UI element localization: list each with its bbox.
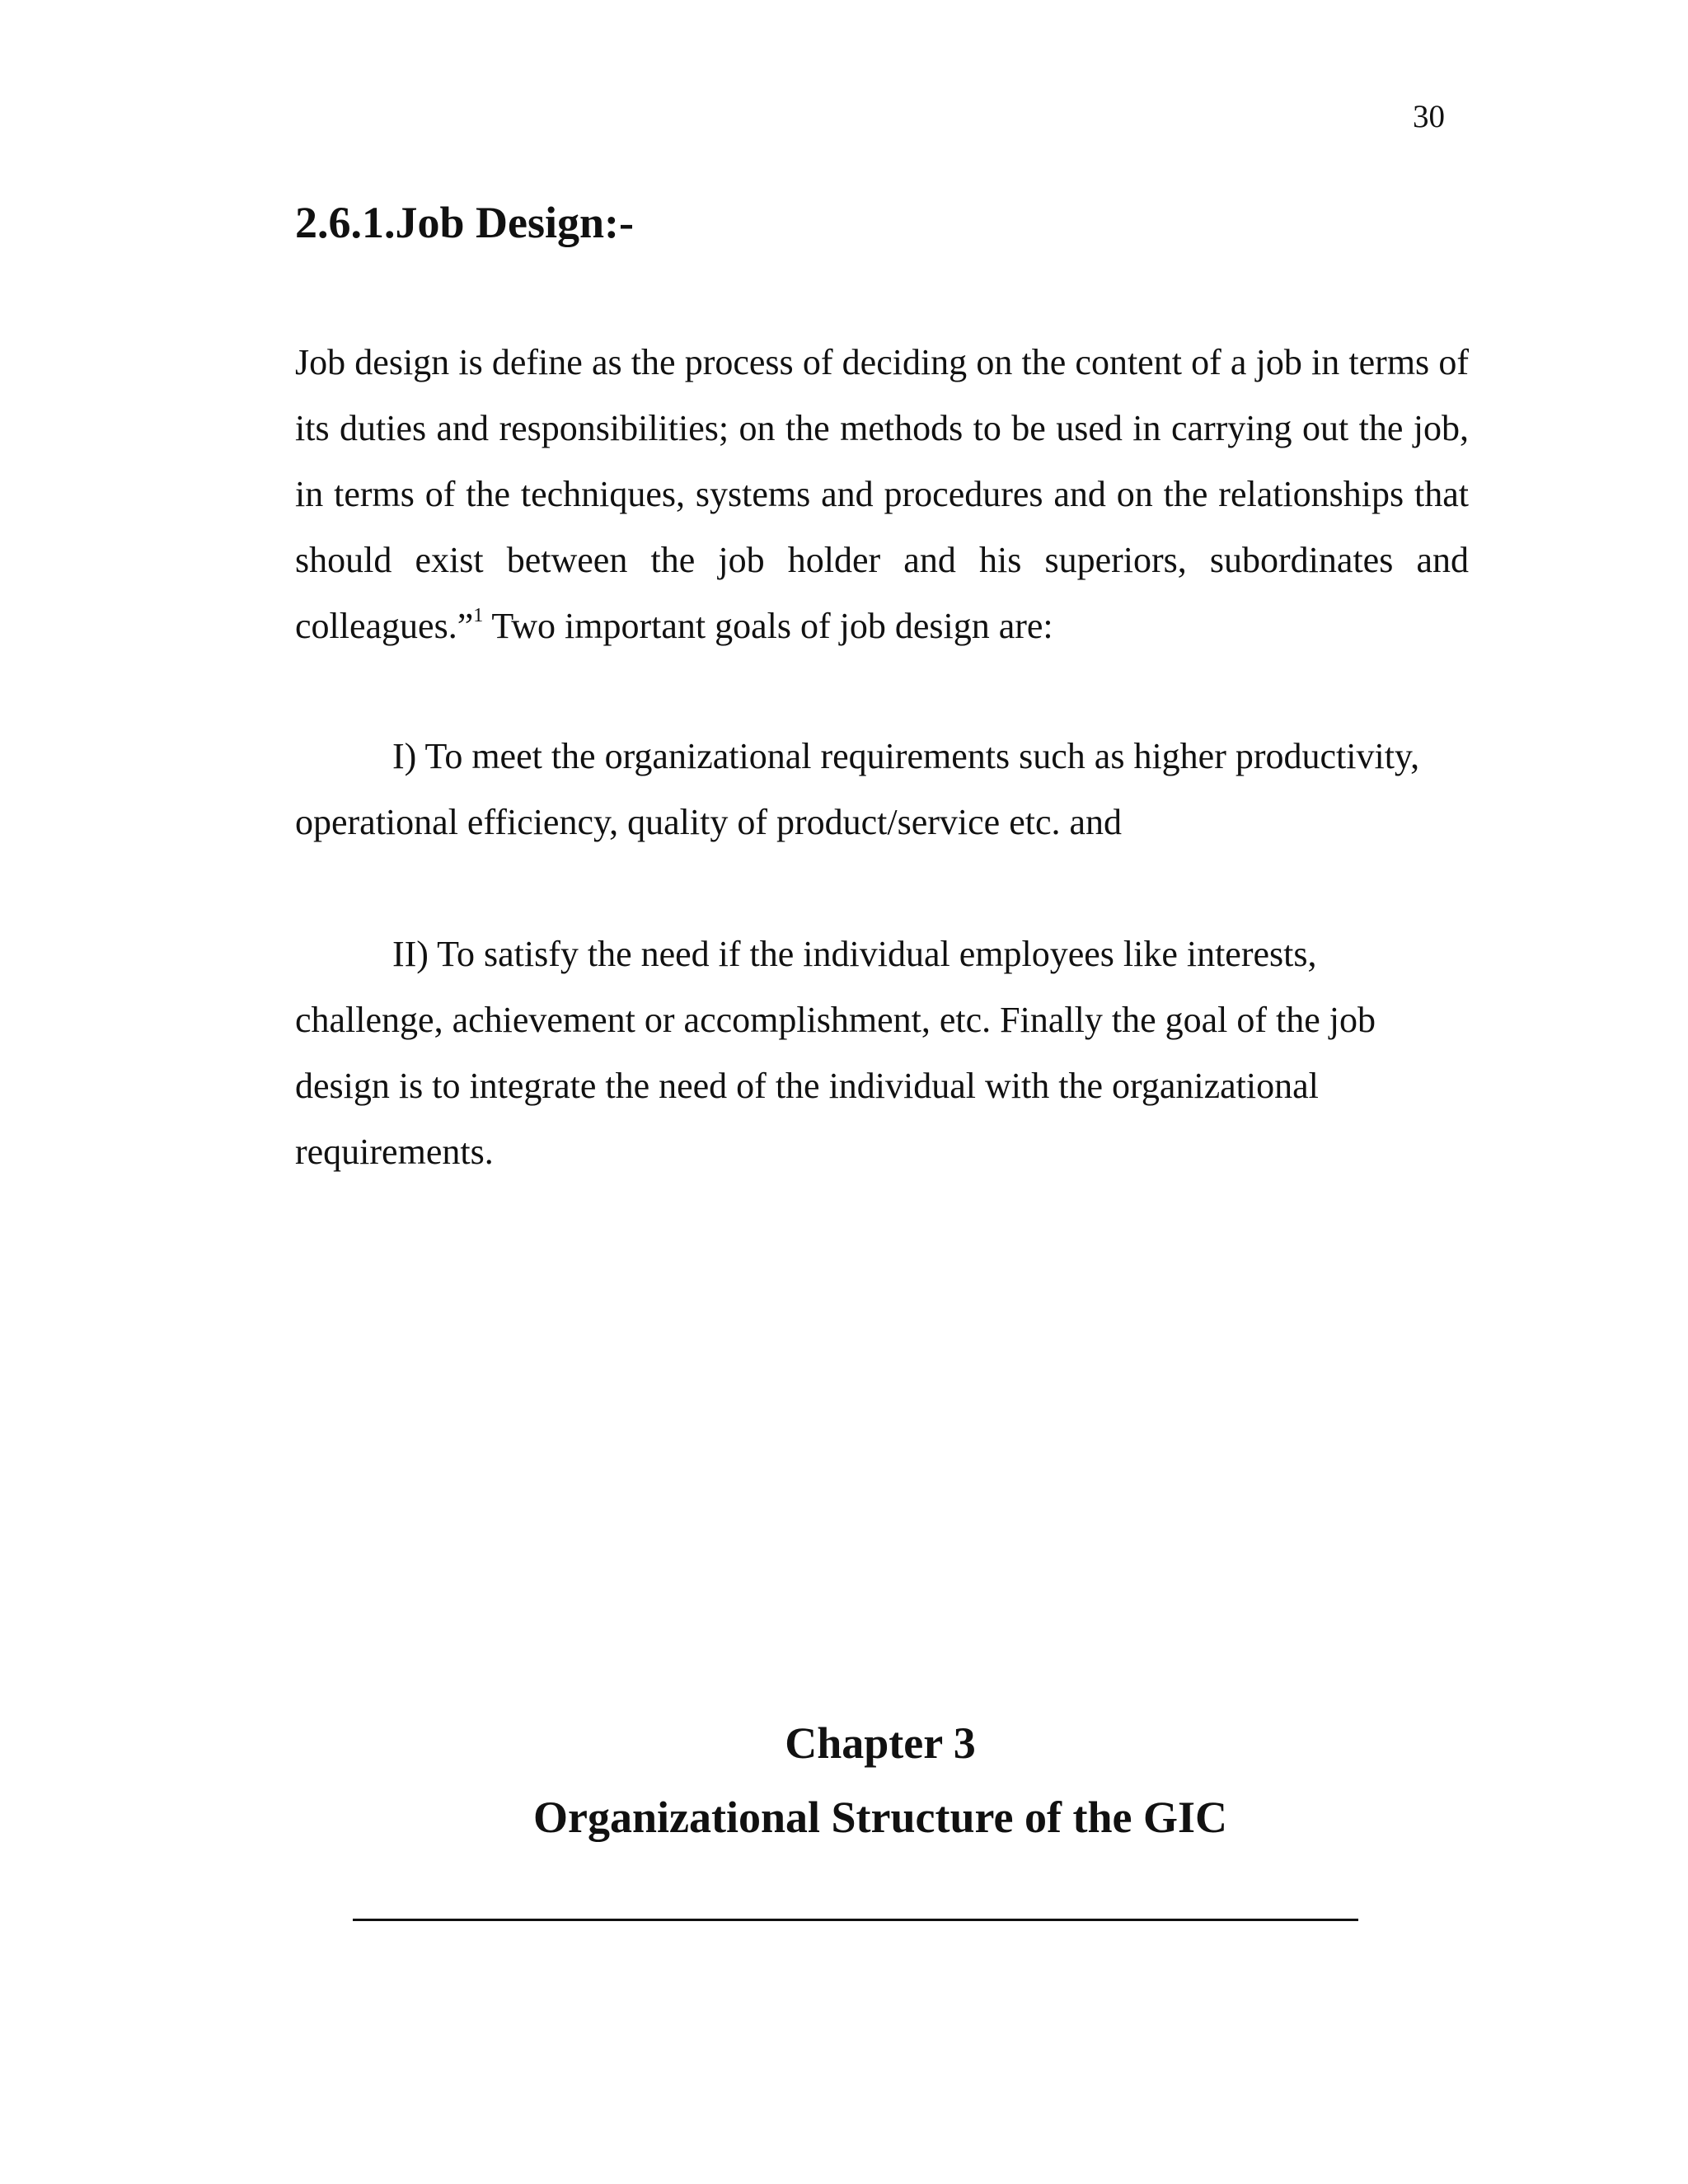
page-number: 30 [1413, 99, 1445, 134]
goal-item-1 [295, 724, 1469, 855]
goal-item-2 [295, 921, 1469, 1185]
footnote-marker: 1 [473, 605, 484, 626]
goals-intro-text: Two important goals of job design are: [483, 606, 1053, 646]
chapter-title: Chapter 3 [785, 1718, 976, 1768]
job-design-definition-paragraph [295, 330, 1469, 659]
chapter-divider-line [353, 1919, 1358, 1921]
goal-2-text: II) To satisfy the need if the individual employees like interests, challenge, achievement or accomplishment, etc. Finally the goal of the job design is to integrate the need of the individual with the organizational requirements. [295, 934, 1376, 1172]
definition-text: Job design is define as the process of deciding on the content of a job in terms of its duties and responsibilities; on the methods to be used in carrying out the job, in terms of the techniques, systems and procedures and on the relationships that should exist between the job holder and his superiors, subordinates and colleagues.” [295, 342, 1469, 646]
section-heading: 2.6.1.Job Design:- [295, 198, 635, 247]
chapter-subtitle: Organizational Structure of the GIC [533, 1793, 1227, 1842]
goal-1-text: I) To meet the organizational requirements such as higher productivity, operational efficiency, quality of product/service etc. and [295, 736, 1420, 842]
